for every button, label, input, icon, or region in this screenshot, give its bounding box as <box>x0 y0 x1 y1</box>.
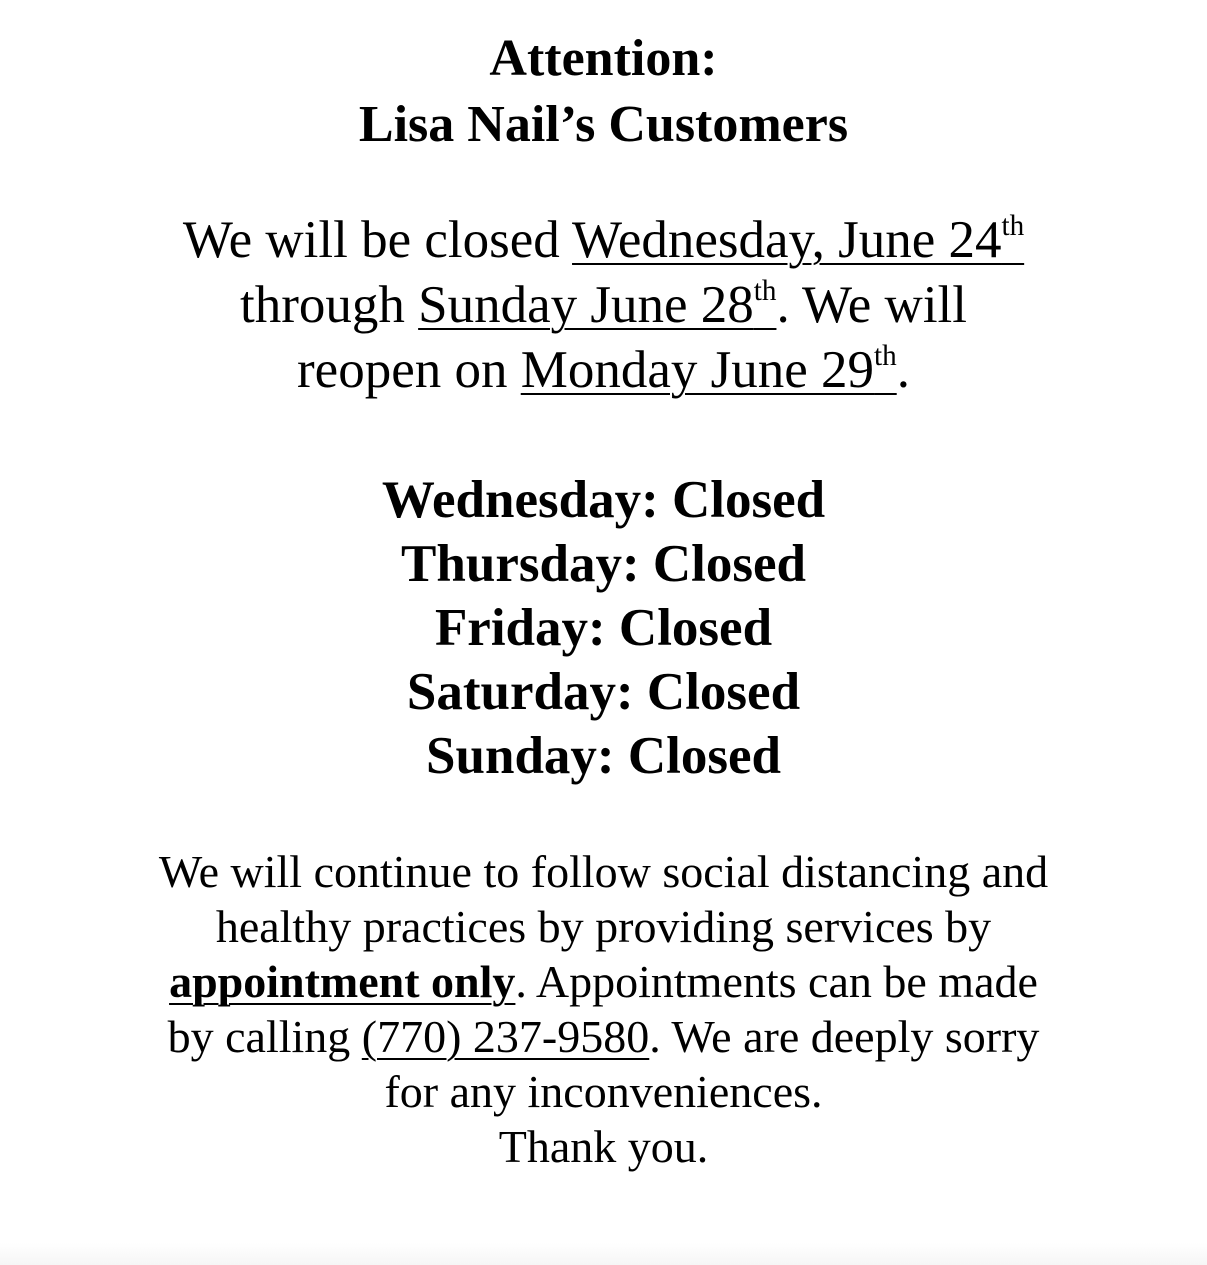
closure-announcement <box>0 208 1207 403</box>
closure-start-date: Wednesday, June 24th <box>572 210 1025 269</box>
closure-line-3 <box>0 338 1207 403</box>
message-line-3-rest: . Appointments can be made <box>515 956 1038 1007</box>
message-line-5: for any inconveniences. <box>384 1066 823 1117</box>
hours-item-wednesday: Wednesday: Closed <box>381 471 826 529</box>
message-line-2: healthy practices by providing services by <box>215 901 992 952</box>
hours-item-friday: Friday: Closed <box>434 599 773 657</box>
hours-item-saturday: Saturday: Closed <box>406 663 801 721</box>
closure-end-date: Sunday June 28th <box>418 275 777 334</box>
closure-line-2 <box>0 273 1207 338</box>
closing-message <box>0 844 1207 1174</box>
page-bottom-edge <box>0 1243 1207 1265</box>
reopen-date: Monday June 29th <box>520 340 897 399</box>
closure-through: through <box>240 276 419 334</box>
reopen-period: . <box>896 341 910 399</box>
message-line-4-rest: . We are deeply sorry <box>649 1011 1040 1062</box>
hours-item-thursday: Thursday: Closed <box>401 535 806 593</box>
appointment-only-emphasis: appointment only <box>169 956 516 1007</box>
closure-after-end: . We will <box>776 276 967 334</box>
message-line-3 <box>0 954 1207 1009</box>
hours-item-sunday: Sunday: Closed <box>426 727 781 785</box>
attention-heading: Attention: <box>489 30 718 87</box>
hours-list <box>0 468 1207 788</box>
calling-prefix: by calling <box>167 1011 362 1062</box>
thank-you: Thank you. <box>498 1121 709 1172</box>
closure-prefix: We will be closed <box>182 211 573 269</box>
message-line-1: We will continue to follow social distancing and <box>158 846 1049 897</box>
closure-line-1 <box>0 208 1207 273</box>
notice-title <box>0 26 1207 158</box>
message-line-4 <box>0 1009 1207 1064</box>
customers-heading: Lisa Nail’s Customers <box>358 96 849 153</box>
phone-number: (770) 237-9580 <box>361 1011 650 1062</box>
reopen-prefix: reopen on <box>297 341 521 399</box>
